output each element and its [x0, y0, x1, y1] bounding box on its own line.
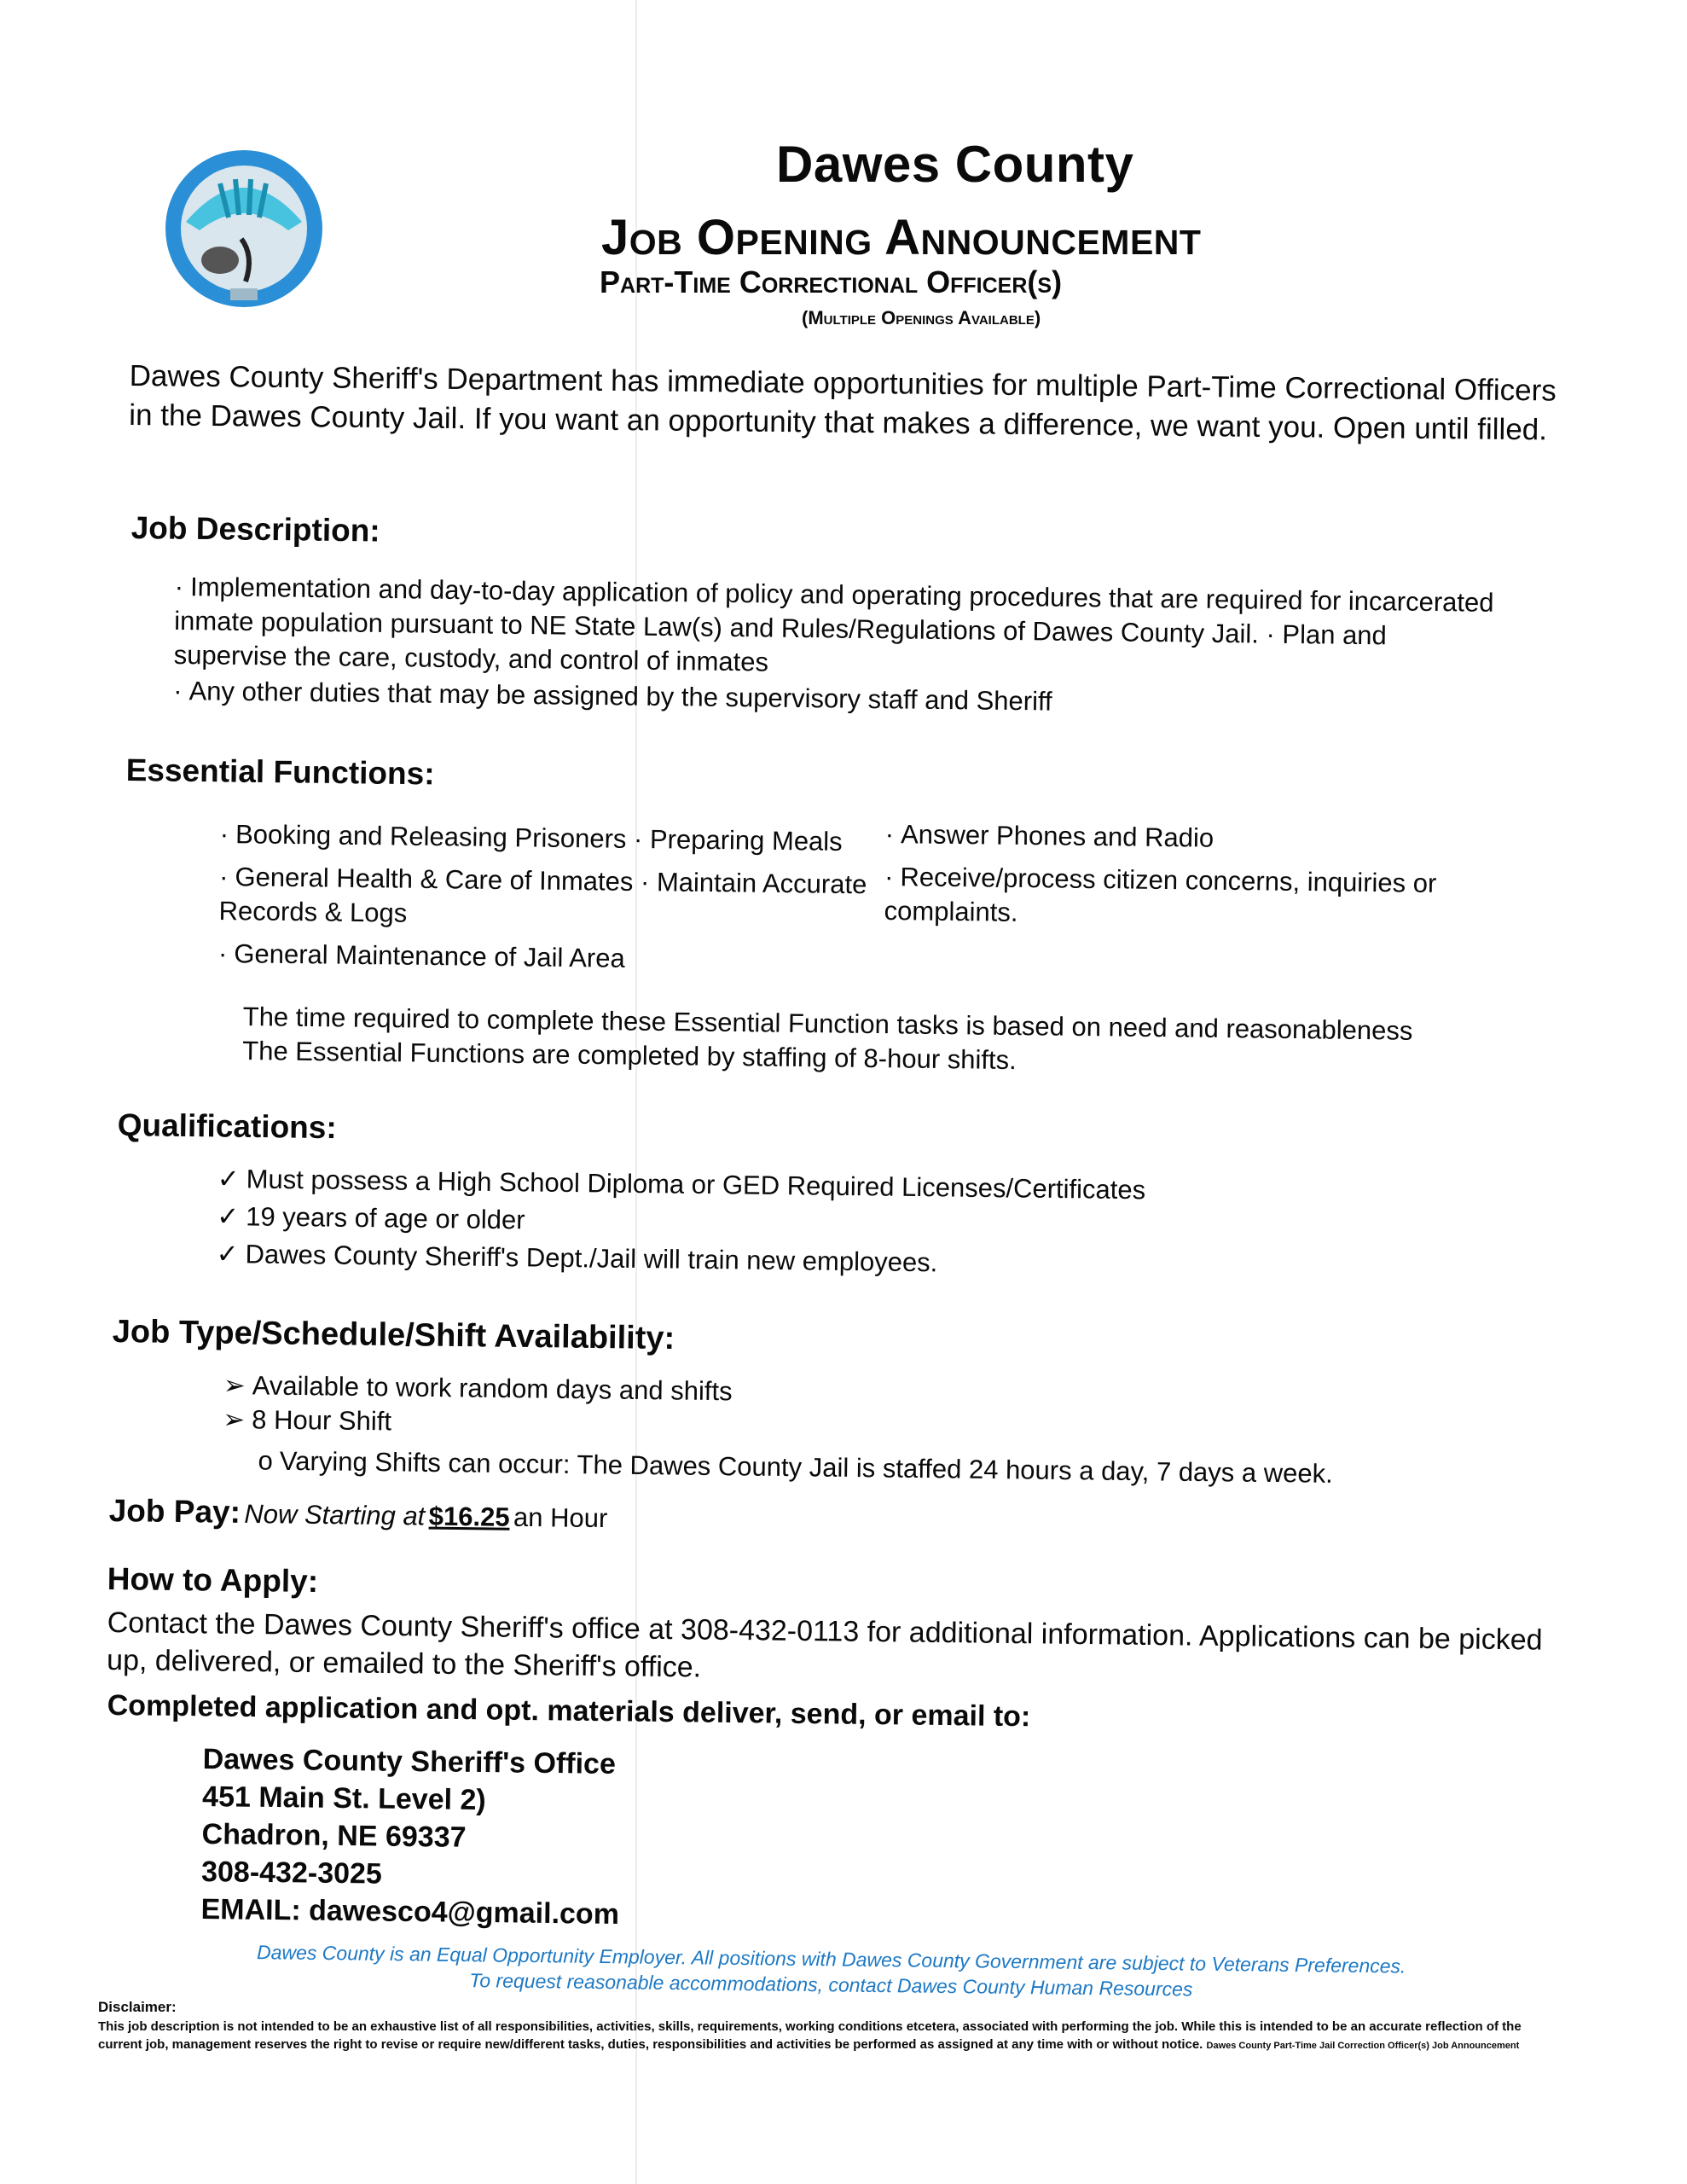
- pay-suffix: an Hour: [513, 1502, 608, 1534]
- bullet-icon: ·: [217, 938, 228, 969]
- email-label: EMAIL:: [200, 1892, 301, 1927]
- bullet-icon: ·: [884, 818, 895, 850]
- office-phone: 308-432-3025: [200, 1855, 383, 1891]
- arrow-bullet-icon: ➢: [223, 1403, 246, 1435]
- page-fold-line: [635, 0, 637, 2184]
- position-title: Part-Time Correctional Officer(s): [600, 264, 1063, 299]
- apply-heading: How to Apply:: [107, 1561, 319, 1600]
- announcement-title: Job Opening Announcement: [601, 210, 1202, 265]
- bullet-icon: ·: [173, 675, 183, 706]
- street-address: 451 Main St. Level 2): [201, 1780, 486, 1817]
- list-item: ✓ Dawes County Sheriff's Dept./Jail will train new employees.: [216, 1238, 938, 1278]
- apply-text: Contact the Dawes County Sheriff's office at 308-432-0113 for additional information. Applications can be picked up, delivered, or emailed to the Sheriff's office.: [106, 1606, 1543, 1684]
- county-title: Dawes County: [776, 136, 1134, 193]
- job-description-list: [173, 570, 1505, 726]
- eeo-statement: [178, 1938, 1484, 2006]
- checkmark-icon: ✓: [217, 1163, 240, 1194]
- job-pay: [108, 1493, 607, 1535]
- list-item: · Booking and Releasing Prisoners · Preparing Meals: [219, 818, 843, 857]
- qualifications-heading: Qualifications:: [117, 1107, 337, 1146]
- pay-prefix: Now Starting at: [244, 1498, 426, 1531]
- pay-amount: $16.25: [428, 1501, 510, 1532]
- list-item: ➢ Available to work random days and shifts: [223, 1369, 733, 1407]
- email-link[interactable]: dawesco4@gmail.com: [308, 1894, 620, 1931]
- submission-heading: Completed application and opt. materials deliver, send, or email to:: [107, 1689, 1031, 1734]
- list-item: · General Maintenance of Jail Area: [217, 938, 625, 973]
- list-item: · Receive/process citizen concerns, inquiries or complaints.: [884, 861, 1437, 927]
- disclaimer-text: This job description is not intended to be an exhaustive list of all responsibilities, activities, skills, requirements, working conditions etcetera, associated with performing the job. While this is intended to be an accurate reflection of the current job, management reserves the right to revise or require new/different tasks, duties, responsibilities and activities be performed as assigned at any time with or without notice. Dawes County Part-Time Jail Correction Officer(s) Job Announcement: [98, 2019, 1522, 2052]
- note-line: The Essential Functions are completed by staffing of 8-hour shifts.: [242, 1035, 1017, 1076]
- checkmark-icon: ✓: [216, 1238, 239, 1269]
- footer-tag: Dawes County Part-Time Jail Correction Officer(s) Job Announcement: [1206, 2041, 1520, 2051]
- list-item: · General Health & Care of Inmates · Maintain Accurate Records & Logs: [218, 861, 867, 928]
- circle-bullet-icon: o: [258, 1445, 274, 1476]
- bullet-icon: ·: [174, 571, 184, 602]
- list-item: · Implementation and day-to-day application of policy and operating procedures that are required for incarcerated inmate population pursuant to NE State Law(s) and Rules/Regulations of Dawes County Jail. · Plan and supervise the care, custody, and control of inmates: [173, 571, 1494, 677]
- list-item: · Answer Phones and Radio: [884, 818, 1215, 853]
- essential-functions-heading: Essential Functions:: [125, 752, 435, 792]
- openings-subtitle: (Multiple Openings Available): [802, 307, 1041, 328]
- schedule-heading: Job Type/Schedule/Shift Availability:: [112, 1314, 675, 1357]
- bullet-icon: ·: [219, 818, 229, 850]
- eeo-line: To request reasonable accommodations, contact Dawes County Human Resources: [469, 1969, 1193, 2001]
- eeo-line: Dawes County is an Equal Opportunity Employer. All positions with Dawes County Government are subject to Veterans Preferences.: [256, 1941, 1406, 1978]
- checkmark-icon: ✓: [217, 1200, 240, 1232]
- list-item: · Any other duties that may be assigned by the supervisory staff and Sheriff: [173, 675, 1052, 717]
- county-seal-icon: [160, 145, 328, 312]
- list-item: ✓ 19 years of age or older: [217, 1200, 525, 1235]
- schedule-list: [222, 1368, 1502, 1493]
- arrow-bullet-icon: ➢: [223, 1369, 246, 1401]
- essential-functions-col2: [884, 817, 1499, 944]
- email-line: [200, 1891, 619, 1933]
- bullet-icon: ·: [218, 861, 229, 892]
- pay-label: Job Pay:: [108, 1493, 241, 1530]
- submission-address: [200, 1740, 621, 1933]
- list-subitem: o Varying Shifts can occur: The Dawes County Jail is staffed 24 hours a day, 7 days a week.: [258, 1445, 1333, 1489]
- office-name: Dawes County Sheriff's Office: [202, 1742, 617, 1780]
- disclaimer-heading: Disclaimer:: [98, 1999, 177, 2015]
- bullet-icon: ·: [884, 861, 894, 892]
- city-state-zip: Chadron, NE 69337: [201, 1817, 467, 1854]
- essential-functions-note: [242, 1000, 1522, 1083]
- qualifications-list: [216, 1162, 1326, 1288]
- intro-paragraph: Dawes County Sheriff's Department has immediate opportunities for multiple Part-Time Correctional Officers in the Dawes County Jail. If you want an opportunity that makes a difference, we want you. Open until filled.: [129, 358, 1557, 447]
- list-item: ✓ Must possess a High School Diploma or GED Required Licenses/Certificates: [217, 1163, 1146, 1205]
- essential-functions-col1: [218, 817, 885, 988]
- list-item: ➢ 8 Hour Shift: [223, 1403, 392, 1437]
- note-line: The time required to complete these Essential Function tasks is based on need and reasonableness: [242, 1001, 1413, 1046]
- job-description-heading: Job Description:: [130, 510, 380, 549]
